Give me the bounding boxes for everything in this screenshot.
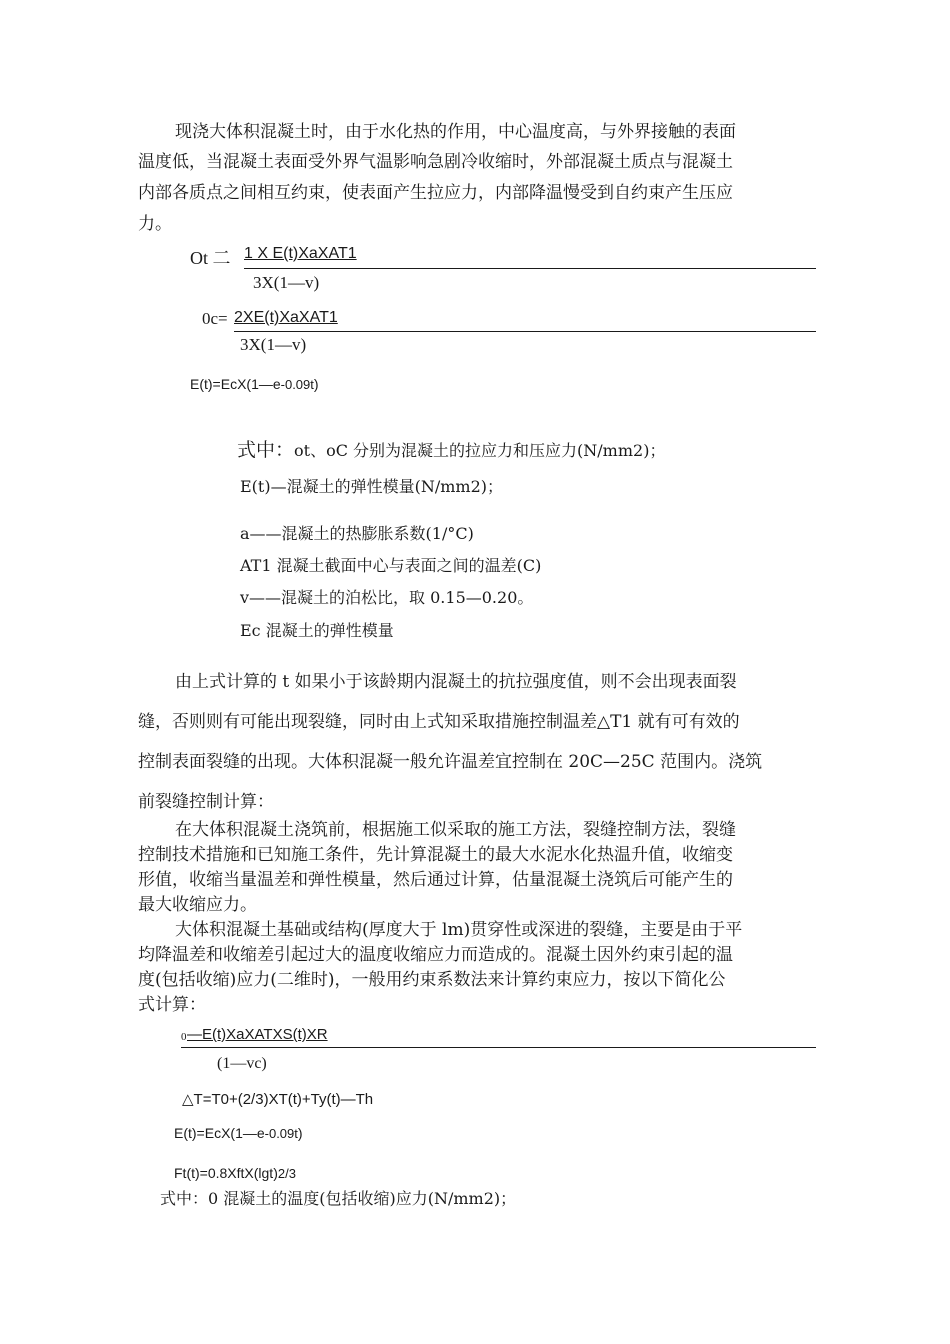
formula-tension-fraction-bar — [244, 268, 816, 269]
formula-tension-numerator: 1 X E(t)XaXAT1 — [244, 245, 357, 262]
legend-item-4: AT1 混凝土截面中心与表面之间的温差(C) — [240, 556, 542, 575]
legend2-line: 式中：0 混凝土的温度(包括收缩)应力(N/mm2)； — [160, 1189, 517, 1208]
para2-line-3: 控制表面裂缝的出现。大体积混凝一般允许温差宜控制在 20C—25C 范围内。浇筑 — [138, 752, 763, 772]
para4-line-3: 度(包括收缩)应力(二维时)，一般用约束系数法来计算约束应力，按以下简化公 — [138, 970, 726, 990]
legend-item-5: v——混凝土的泊松比，取 0.15—0.20。 — [240, 588, 534, 607]
para3-line-2: 控制技术措施和已知施工条件，先计算混凝土的最大水泥水化热温升值，收缩变 — [138, 845, 733, 865]
formula-et-main: E(t)=EcX(1—e — [190, 376, 281, 392]
formula-compression-fraction-bar — [234, 331, 816, 332]
formula-et — [190, 376, 319, 392]
para3-line-1: 在大体积混凝土浇筑前，根据施工似采取的施工方法，裂缝控制方法，裂缝 — [175, 820, 736, 840]
para2-line-1: 由上式计算的 t 如果小于该龄期内混凝土的抗拉强度值，则不会出现表面裂 — [175, 672, 737, 692]
intro-line-4: 力。 — [138, 214, 172, 234]
formula-sigma-lhs: 0 — [181, 1031, 187, 1043]
formula-et-2-exponent: -0.09t — [264, 1126, 298, 1141]
intro-line-3: 内部各质点之间相互约束，使表面产生拉应力，内部降温慢受到自约束产生压应 — [138, 183, 733, 203]
para4-line-4: 式计算： — [138, 995, 206, 1015]
formula-ft-exponent: 2/3 — [277, 1166, 296, 1181]
formula-sigma-denominator: (1—vc) — [217, 1055, 267, 1072]
legend-lead: 式中： — [237, 439, 295, 461]
formula-tension-lhs: Ot 二 — [190, 248, 231, 268]
formula-ft-main: Ft(t)=0.8XftX(lgt) — [174, 1165, 278, 1181]
formula-et-2-main: E(t)=EcX(1—e — [174, 1125, 265, 1141]
para3-line-4: 最大收缩应力。 — [138, 895, 257, 915]
para3-line-3: 形值，收缩当量温差和弹性模量，然后通过计算，估量混凝土浇筑后可能产生的 — [138, 870, 733, 890]
intro-line-2: 温度低，当混凝土表面受外界气温影响急剧冷收缩时，外部混凝土质点与混凝土 — [138, 152, 733, 172]
formula-compression-numerator: 2XE(t)XaXAT1 — [234, 309, 338, 326]
legend-item-3: a——混凝土的热膨胀系数(1/°C) — [240, 524, 474, 543]
formula-et-2 — [174, 1125, 303, 1141]
legend-item-1 — [237, 435, 665, 462]
legend-item-6: Ec 混凝土的弹性模量 — [240, 621, 394, 640]
para4-line-1: 大体积混凝土基础或结构(厚度大于 lm)贯穿性或深进的裂缝，主要是由于平 — [175, 920, 743, 940]
formula-compression-denominator: 3X(1—v) — [240, 335, 307, 354]
formula-tension-denominator: 3X(1—v) — [253, 273, 320, 292]
para2-line-2: 缝，否则则有可能出现裂缝，同时由上式知采取措施控制温差△T1 就有可有效的 — [138, 712, 740, 732]
formula-sigma-fraction-bar — [181, 1047, 816, 1048]
legend-item-2: E(t)—混凝土的弹性模量(N/mm2)； — [240, 477, 503, 496]
intro-line-1: 现浇大体积混凝土时，由于水化热的作用，中心温度高，与外界接触的表面 — [175, 122, 736, 142]
legend-item-1-text: ot、oC 分别为混凝土的拉应力和压应力(N/mm2)； — [294, 441, 666, 460]
formula-delta-t: △T=T0+(2/3)XT(t)+Ty(t)—Th — [182, 1091, 374, 1108]
formula-compression-lhs: 0c= — [202, 309, 228, 328]
formula-et-2-close: ) — [297, 1125, 303, 1141]
formula-sigma-numerator: —E(t)XaXATXS(t)XR — [187, 1026, 328, 1043]
formula-ft — [174, 1165, 296, 1181]
formula-et-close: ) — [313, 376, 319, 392]
para4-line-2: 均降温差和收缩差引起过大的温度收缩应力而造成的。混凝土因外约束引起的温 — [138, 945, 733, 965]
para2-line-4: 前裂缝控制计算： — [138, 792, 274, 812]
formula-et-exponent: -0.09t — [280, 377, 314, 392]
